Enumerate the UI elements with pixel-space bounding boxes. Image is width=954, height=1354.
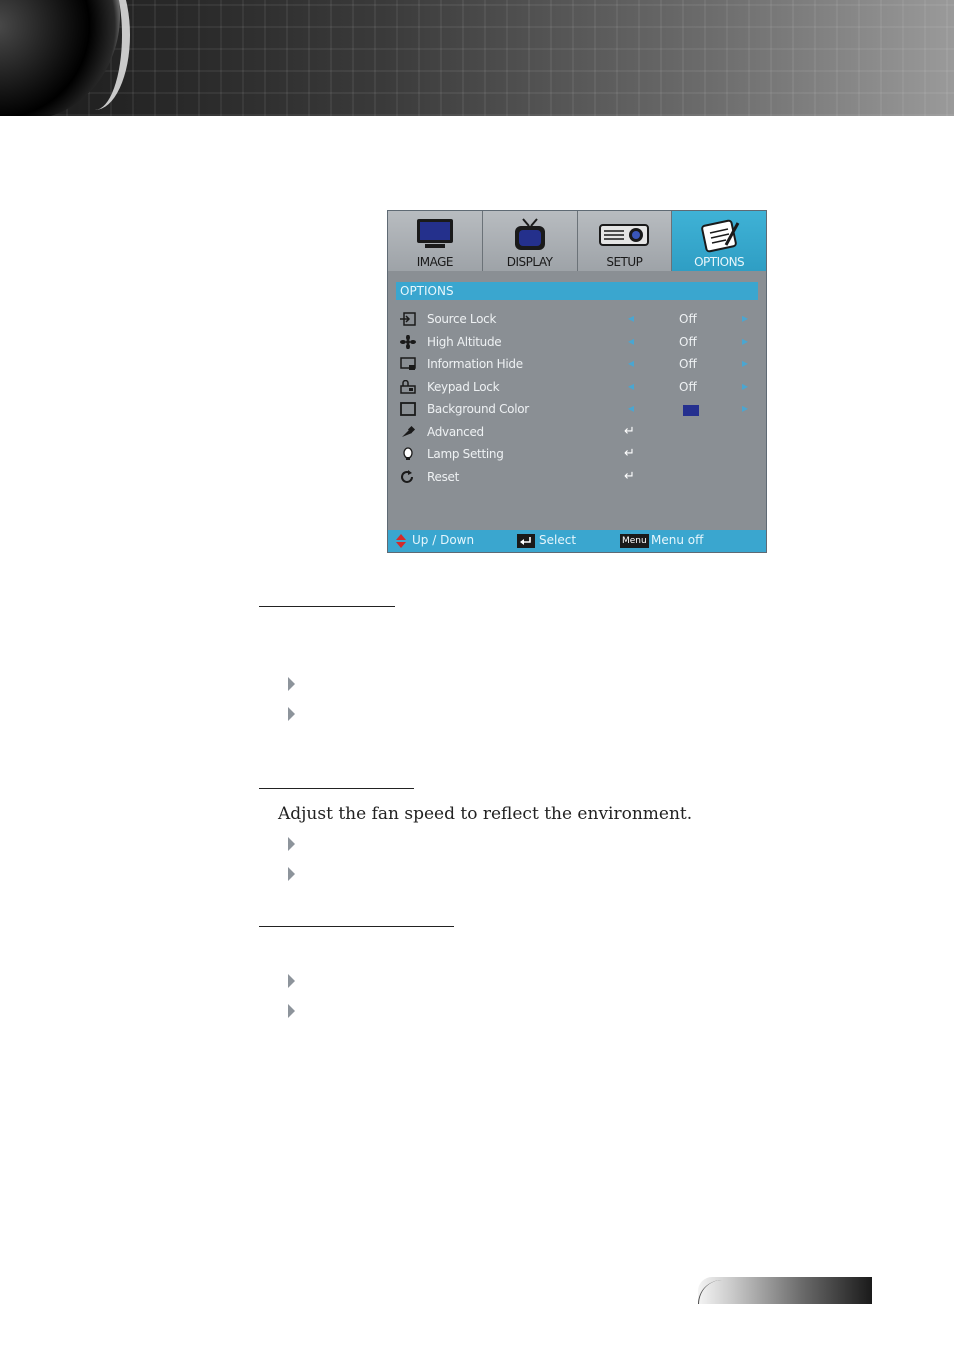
row-information-hide[interactable]: [388, 354, 766, 377]
row-label: Source Lock: [427, 312, 497, 326]
menu-key-icon: Menu: [622, 536, 647, 546]
bullet-arrow-icon: [288, 974, 295, 988]
osd-footer: [388, 530, 766, 552]
row-value: Off: [679, 334, 697, 349]
tab-setup[interactable]: [578, 211, 673, 271]
row-keypad-lock[interactable]: [388, 377, 766, 400]
right-arrow-icon[interactable]: ▸: [742, 378, 749, 393]
right-arrow-icon[interactable]: ▸: [742, 401, 749, 415]
row-source-lock[interactable]: [388, 309, 766, 332]
row-label: Background Color: [427, 402, 529, 416]
tab-label: DISPLAY: [506, 255, 553, 269]
left-arrow-icon[interactable]: ◂: [628, 333, 635, 348]
row-value: Off: [679, 312, 697, 326]
color-swatch: [683, 405, 699, 416]
row-label: Reset: [427, 469, 460, 484]
left-arrow-icon[interactable]: ◂: [628, 401, 635, 415]
fan-icon: [400, 335, 416, 349]
row-value: Off: [679, 357, 697, 371]
tab-options[interactable]: [672, 211, 766, 271]
bullet-arrow-icon: [288, 677, 295, 691]
high-altitude-description: Adjust the fan speed to reflect the environment.: [278, 804, 693, 824]
monitor-icon: [415, 217, 455, 251]
enter-icon[interactable]: ↵: [624, 446, 635, 461]
keypad-lock-icon: [400, 380, 416, 394]
left-arrow-icon[interactable]: ◂: [628, 356, 635, 370]
right-arrow-icon[interactable]: ▸: [742, 333, 749, 348]
tab-label: SETUP: [606, 255, 643, 269]
background-color-icon: [400, 402, 416, 416]
footer-select: Select: [539, 533, 577, 547]
row-high-altitude[interactable]: [388, 332, 766, 355]
row-value: Off: [679, 379, 697, 394]
right-arrow-icon[interactable]: ▸: [742, 311, 749, 325]
osd-tabs: [388, 211, 766, 271]
row-reset[interactable]: [388, 467, 766, 490]
tv-icon: [510, 217, 550, 253]
enter-icon[interactable]: ↵: [624, 423, 635, 439]
bullet-arrow-icon: [288, 707, 295, 721]
row-label: Information Hide: [427, 357, 523, 371]
projector-icon: [598, 217, 650, 251]
notepad-icon: [696, 217, 742, 253]
tab-image[interactable]: [388, 211, 483, 271]
tab-label: IMAGE: [416, 255, 454, 269]
bullet-arrow-icon: [288, 837, 295, 851]
information-hide-icon: [400, 357, 416, 371]
footer-updown: Up / Down: [412, 533, 475, 547]
osd-rows: [388, 309, 766, 489]
row-label: High Altitude: [427, 334, 502, 349]
row-label: Lamp Setting: [427, 447, 504, 461]
bullet-arrow-icon: [288, 867, 295, 881]
select-enter-icon: [517, 534, 535, 548]
source-lock-icon: [400, 312, 416, 326]
row-lamp-setting[interactable]: [388, 444, 766, 467]
osd-menu: [387, 210, 767, 553]
osd-title: OPTIONS: [396, 282, 758, 300]
footer-menu-off: Menu off: [651, 533, 704, 547]
right-arrow-icon[interactable]: ▸: [742, 356, 749, 370]
section-rule-high-altitude: [259, 788, 414, 789]
left-arrow-icon[interactable]: ◂: [628, 311, 635, 325]
updown-icon: [396, 534, 406, 548]
row-background-color[interactable]: [388, 399, 766, 422]
row-label: Advanced: [427, 424, 484, 439]
section-rule-information-hide: [259, 926, 454, 927]
row-advanced[interactable]: [388, 422, 766, 445]
tab-label: OPTIONS: [694, 255, 745, 269]
left-arrow-icon[interactable]: ◂: [628, 378, 635, 393]
section-rule-source-lock: [259, 606, 395, 607]
lamp-icon: [400, 447, 416, 461]
row-label: Keypad Lock: [427, 379, 500, 394]
bullet-arrow-icon: [288, 1004, 295, 1018]
header-banner: [0, 0, 954, 116]
reset-icon: [400, 470, 416, 484]
enter-icon[interactable]: ↵: [624, 468, 635, 484]
advanced-icon: [400, 425, 416, 439]
tab-display[interactable]: [483, 211, 578, 271]
